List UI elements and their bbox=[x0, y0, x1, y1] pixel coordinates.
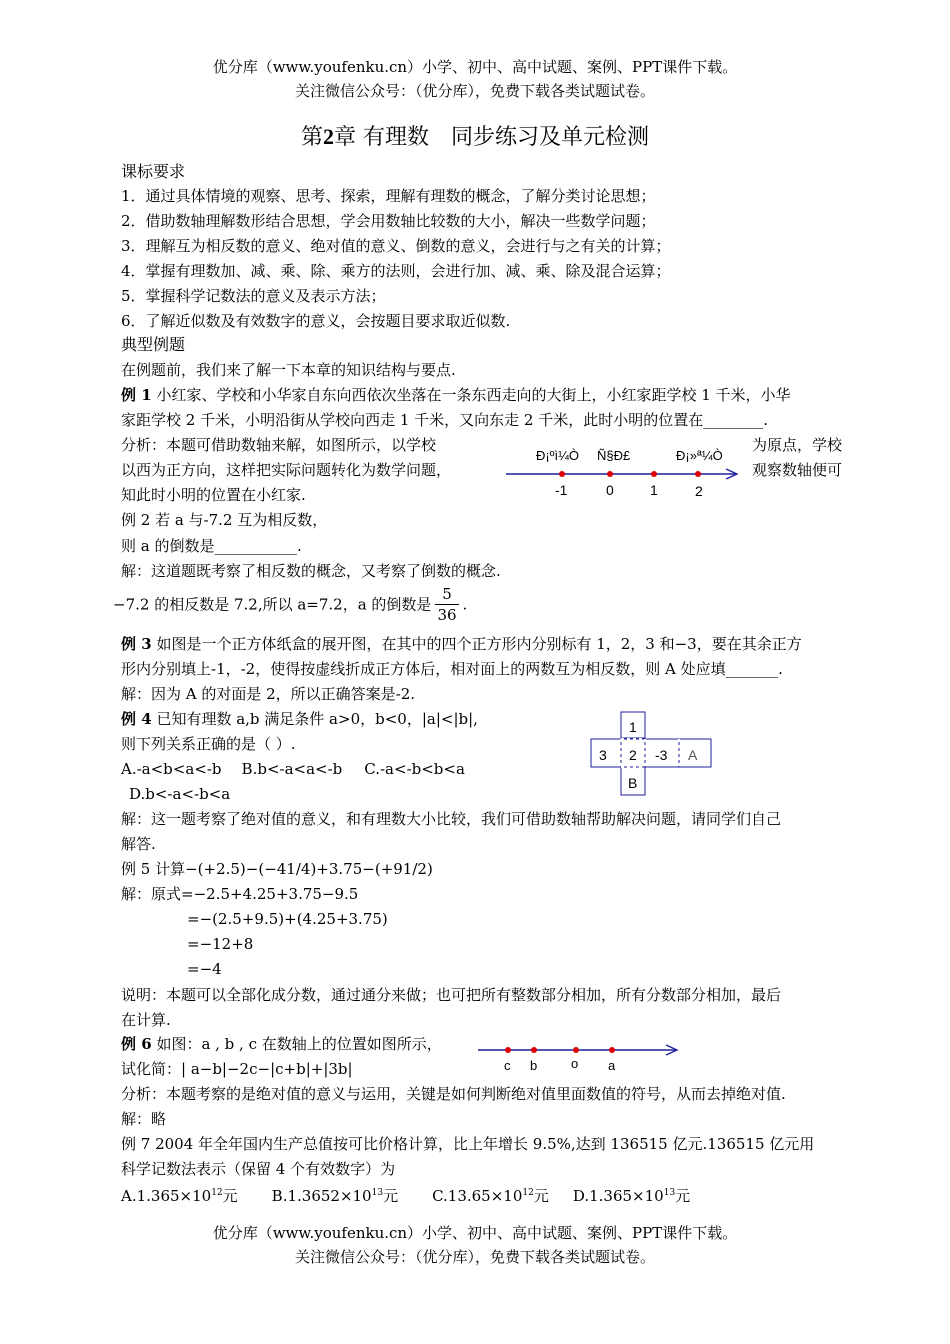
option-d: D.b<-a<-b<a bbox=[129, 785, 231, 803]
example-6-line-1 bbox=[121, 1034, 442, 1054]
cube-label: B bbox=[628, 775, 638, 791]
title-number: 2 bbox=[323, 124, 334, 149]
axis-label-xiaohong-home: Ð¡ºì¼Ò bbox=[536, 448, 580, 463]
header-line-1: 优分库（www.youfenku.cn）小学、初中、高中试题、案例、PPT课件下载。 bbox=[212, 58, 738, 76]
requirement-item: 1．通过具体情境的观察、思考、探索，理解有理数的概念，了解分类讨论思想； bbox=[121, 187, 656, 205]
example-2-answer-tail: . bbox=[462, 595, 468, 614]
axis-point bbox=[607, 471, 613, 477]
fraction-denominator: 36 bbox=[437, 606, 457, 624]
axis-tick-label: 1 bbox=[650, 482, 658, 498]
axis-point-label: b bbox=[530, 1058, 538, 1073]
example-4-solution-1: 解：这一题考察了绝对值的意义，和有理数大小比较，我们可借助数轴帮助解决问题，请同学们自己 bbox=[121, 810, 782, 828]
axis-point bbox=[651, 471, 657, 477]
number-line-figure-2 bbox=[472, 1038, 687, 1076]
option-b: $B.1.3652\times 10^{13}$元 bbox=[271, 1187, 399, 1205]
axis-point bbox=[505, 1047, 511, 1053]
example-1-line-2: 家距学校 2 千米，小明沿街从学校向西走 1 千米，又向东走 2 千米，此时小明的位置在________. bbox=[121, 411, 769, 429]
example-6-line-2: 试化简：| a−b|−2c−|c+b|+|3b| bbox=[121, 1060, 353, 1078]
example-7-text: 2004 年全年国内生产总值按可比价格计算，比上年增长 9.5%,达到 136515 亿元.136515 亿元用 bbox=[150, 1135, 815, 1153]
example-7-line-1 bbox=[121, 1134, 814, 1154]
example-4-options bbox=[121, 759, 465, 779]
example-5-line-1 bbox=[121, 859, 433, 879]
axis-tick-label: 0 bbox=[606, 482, 614, 498]
footer-line-1: 优分库（www.youfenku.cn）小学、初中、高中试题、案例、PPT课件下载。 bbox=[212, 1224, 738, 1242]
requirement-item: 3．理解互为相反数的意义、绝对值的意义、倒数的意义，会进行与之有关的计算； bbox=[121, 237, 671, 255]
footer-line-2: 关注微信公众号：（优分库），免费下载各类试题试卷。 bbox=[294, 1248, 655, 1266]
requirement-item: 2．借助数轴理解数形结合思想，学会用数轴比较数的大小，解决一些数学问题； bbox=[121, 212, 656, 230]
axis-point bbox=[573, 1047, 579, 1053]
page-title bbox=[0, 120, 950, 151]
example-2-answer bbox=[113, 584, 467, 625]
axis-tick-label: 2 bbox=[695, 483, 703, 499]
title-rest: 章 有理数 同步练习及单元检测 bbox=[334, 125, 649, 150]
example-4-line-2: 则下列关系正确的是（ ）. bbox=[121, 735, 296, 753]
example-5-line-5: =−4 bbox=[187, 960, 222, 978]
example-7-label: 例 7 bbox=[121, 1135, 151, 1153]
example-2-solution: 解：这道题既考察了相反数的概念，又考察了倒数的概念. bbox=[121, 562, 501, 580]
example-6-text: 如图：a , b , c 在数轴上的位置如图所示， bbox=[151, 1035, 442, 1053]
example-1-label: 例 1 bbox=[121, 386, 152, 404]
header-line-2: 关注微信公众号：（优分库），免费下载各类试题试卷。 bbox=[294, 82, 655, 100]
fraction bbox=[435, 584, 458, 625]
option-a: A.-a<b<a<-b bbox=[121, 760, 222, 778]
example-1-analysis-3: 知此时小明的位置在小红家. bbox=[121, 486, 306, 504]
example-4-label: 例 4 bbox=[121, 710, 152, 728]
example-2-line-1: 例 2 若 a 与-7.2 互为相反数， bbox=[121, 511, 328, 529]
example-7-line-2: 科学记数法表示（保留 4 个有效数字）为 bbox=[121, 1160, 396, 1178]
example-5-note-1: 说明：本题可以全部化成分数，通过通分来做；也可把所有整数部分相加，所有分数部分相加，最后 bbox=[121, 986, 782, 1004]
example-4-text: 已知有理数 a,b 满足条件 a>0，b<0，|a|<|b|, bbox=[151, 710, 478, 728]
example-1-analysis-2: 以西为正方向，这样把实际问题转化为数学问题， bbox=[121, 461, 452, 479]
axis-tick-label: -1 bbox=[555, 482, 568, 498]
option-a: $A.1.365\times 10^{12}$元 bbox=[121, 1187, 238, 1205]
example-4-line-1 bbox=[121, 709, 478, 729]
axis-point bbox=[609, 1047, 615, 1053]
example-3-line-2: 形内分别填上-1，-2，使得按虚线折成正方体后，相对面上的两数互为相反数，则 A 处应填_______. bbox=[121, 660, 783, 678]
cube-label: 3 bbox=[599, 747, 607, 763]
example-2-answer-text: −7.2 的相反数是 7.2,所以 a=7.2，a 的倒数是 bbox=[113, 595, 432, 614]
example-6-solution: 解：略 bbox=[121, 1110, 167, 1128]
option-b: B.b<-a<a<-b bbox=[241, 760, 343, 778]
example-3-label: 例 3 bbox=[121, 635, 152, 653]
example-5-line-4: =−12+8 bbox=[187, 935, 254, 953]
cube-label: A bbox=[688, 747, 698, 763]
requirements-heading: 课标要求 bbox=[121, 162, 186, 181]
example-1-right-2: 观察数轴便可 bbox=[752, 461, 843, 479]
example-7-options bbox=[121, 1183, 690, 1206]
requirement-item: 5．掌握科学记数法的意义及表示方法； bbox=[121, 287, 386, 305]
option-c: C.-a<-b<b<a bbox=[364, 760, 465, 778]
example-5-text: 计算−(+2.5)−(−41/4)+3.75−(+91/2) bbox=[150, 860, 433, 878]
option-d: $D.1.365\times 10^{13}$元 bbox=[572, 1187, 691, 1205]
example-4-solution-2: 解答. bbox=[121, 835, 156, 853]
example-1-text: 小红家、学校和小华家自东向西依次坐落在一条东西走向的大街上，小红家距学校 1 千米，小华 bbox=[151, 386, 791, 404]
number-line-figure-1 bbox=[500, 440, 750, 505]
axis-point-label: c bbox=[504, 1058, 511, 1073]
fraction-numerator: 5 bbox=[435, 584, 458, 605]
axis-point bbox=[695, 471, 701, 477]
example-6-analysis: 分析：本题考察的是绝对值的意义与运用，关键是如何判断绝对值里面数值的符号，从而去掉绝对值. bbox=[121, 1085, 786, 1103]
requirement-item: 6．了解近似数及有效数字的意义，会按题目要求取近似数. bbox=[121, 312, 511, 330]
example-1-line-1 bbox=[121, 385, 791, 405]
axis-point bbox=[559, 471, 565, 477]
option-c: $C.13.65\times 10^{12}$元 bbox=[432, 1187, 549, 1205]
example-6-label: 例 6 bbox=[121, 1035, 152, 1053]
example-1-analysis-1: 分析：本题可借助数轴来解，如图所示，以学校 bbox=[121, 436, 437, 454]
cube-label: 1 bbox=[629, 719, 637, 735]
example-3-line-1 bbox=[121, 634, 802, 654]
cube-net-figure bbox=[585, 708, 720, 798]
examples-intro: 在例题前，我们来了解一下本章的知识结构与要点. bbox=[121, 361, 456, 379]
example-5-line-3: =−(2.5+9.5)+(4.25+3.75) bbox=[187, 910, 388, 928]
axis-point-label: o bbox=[571, 1056, 579, 1071]
axis-point-label: a bbox=[608, 1058, 616, 1073]
example-3-solution: 解：因为 A 的对面是 2，所以正确答案是-2. bbox=[121, 685, 416, 703]
example-5-line-2: 解：原式=−2.5+4.25+3.75−9.5 bbox=[121, 885, 359, 903]
example-5-note-2: 在计算. bbox=[121, 1011, 171, 1029]
example-5-label: 例 5 bbox=[121, 860, 151, 878]
title-prefix: 第 bbox=[300, 125, 323, 150]
cube-label: -3 bbox=[655, 747, 668, 763]
example-1-right-1: 为原点，学校 bbox=[752, 436, 843, 454]
requirement-item: 4．掌握有理数加、减、乘、除、乘方的法则，会进行加、减、乘、除及混合运算； bbox=[121, 262, 671, 280]
examples-heading: 典型例题 bbox=[121, 335, 186, 354]
axis-point bbox=[531, 1047, 537, 1053]
axis-label-xiaohua-home: Ð¡»ª¼Ò bbox=[676, 448, 723, 463]
cube-label: 2 bbox=[629, 747, 637, 763]
example-3-text: 如图是一个正方体纸盒的展开图，在其中的四个正方形内分别标有 1，2，3 和−3，要在其余正方 bbox=[151, 635, 802, 653]
axis-label-school: Ñ§Ð£ bbox=[597, 448, 631, 463]
example-2-line-2: 则 a 的倒数是___________. bbox=[121, 537, 302, 555]
